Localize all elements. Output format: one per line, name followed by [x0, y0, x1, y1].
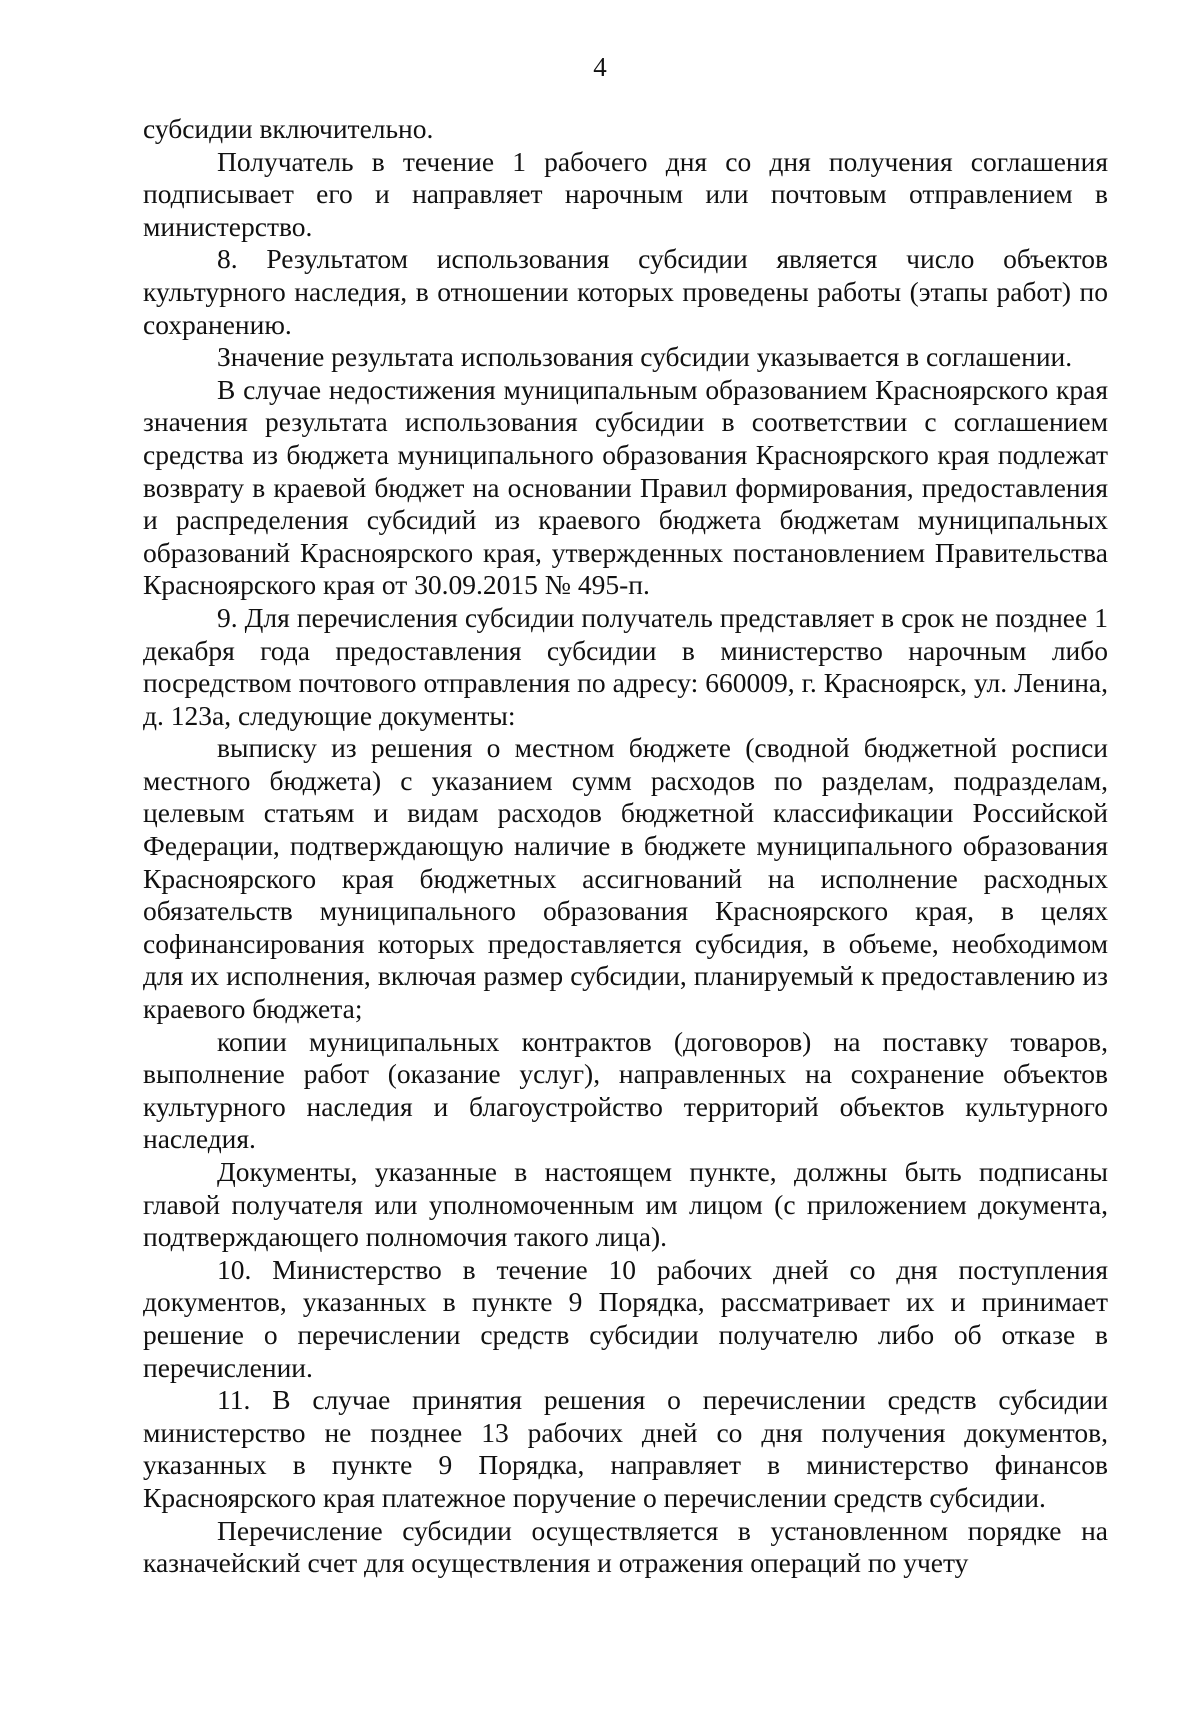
paragraph-non-achievement: В случае недостижения муниципальным образованием Красноярского края значения результата использования субсидии в соответствии с соглашением средства из бюджета муниципального образования Красноярского края подлежат возврату в краевой бюджет на основании Правил формирования, предоставления и распределения субсидий из краевого бюджета бюджетам муниципальных образований Красноярского края, утвержденных постановлением Правительства Красноярского края от 30.09.2015 № 495-п. — [143, 373, 1108, 601]
paragraph-contract-copies: копии муниципальных контрактов (договоров) на поставку товаров, выполнение работ (оказание услуг), направленных на сохранение объектов культурного наследия и благоустройство территорий объектов культурного наследия. — [143, 1025, 1108, 1155]
paragraph-item-11-transfer: 11. В случае принятия решения о перечислении средств субсидии министерство не позднее 13 рабочих дней со дня получения документов, указанных в пункте 9 Порядка, направляет в министерство финансов Красноярского края платежное поручение о перечислении средств субсидии. — [143, 1384, 1108, 1513]
page-number: 4 — [593, 52, 607, 82]
document-body — [143, 113, 1108, 1580]
paragraph-documents-signature: Документы, указанные в настоящем пункте, должны быть подписаны главой получателя или уполномоченным им лицом (с приложением документа, подтверждающего полномочия такого лица). — [143, 1156, 1108, 1253]
paragraph-item-10-review: 10. Министерство в течение 10 рабочих дней со дня поступления документов, указанных в пункте 9 Порядка, рассматривает их и принимает решение о перечислении средств субсидии получателю либо об отказе в перечислении. — [143, 1253, 1108, 1383]
paragraph-item-8-result: 8. Результатом использования субсидии является число объектов культурного наследия, в отношении которых проведены работы (этапы работ) по сохранению. — [143, 243, 1108, 340]
paragraph-treasury-transfer: Перечисление субсидии осуществляется в установленном порядке на казначейский счет для осуществления и отражения операций по учету — [143, 1514, 1108, 1579]
paragraph-agreement-signing: Получатель в течение 1 рабочего дня со дня получения соглашения подписывает его и направляет нарочным или почтовым отправлением в министерство. — [143, 145, 1108, 242]
paragraph-budget-extract: выписку из решения о местном бюджете (сводной бюджетной росписи местного бюджета) с указанием сумм расходов по разделам, подразделам, целевым статьям и видам расходов бюджетной классификации Российской Федерации, подтверждающую наличие в бюджете муниципального образования Красноярского края бюджетных ассигнований на исполнение расходных обязательств муниципального образования Красноярского края, в целях софинансирования которых предоставляется субсидия, в объеме, необходимом для их исполнения, включая размер субсидии, планируемый к предоставлению из краевого бюджета; — [143, 732, 1108, 1025]
paragraph-item-9-documents: 9. Для перечисления субсидии получатель представляет в срок не позднее 1 декабря года предоставления субсидии в министерство нарочным либо посредством почтового отправления по адресу: 660009, г. Красноярск, ул. Ленина, д. 123а, следующие документы: — [143, 601, 1108, 731]
paragraph-continuation: субсидии включительно. — [143, 113, 434, 144]
paragraph-result-value: Значение результата использования субсидии указывается в соглашении. — [217, 341, 1073, 373]
